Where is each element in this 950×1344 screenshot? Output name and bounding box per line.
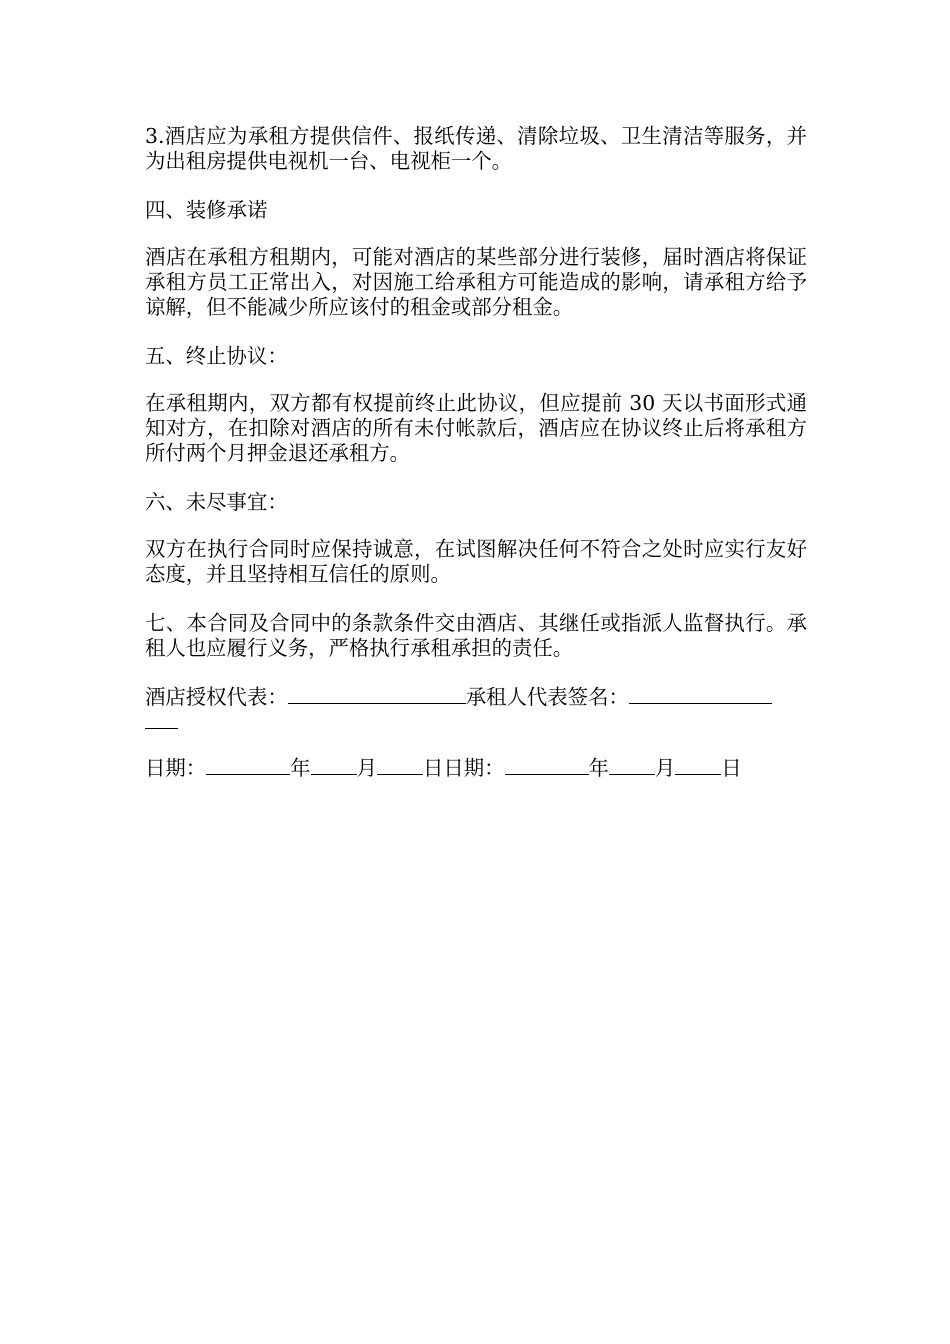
year-label-2: 年 [588, 756, 609, 780]
day-blank-2[interactable] [675, 756, 721, 775]
day-blank-1[interactable] [377, 756, 423, 775]
clause-3-services: 3.酒店应为承租方提供信件、报纸传递、清除垃圾、卫生清洁等服务，并为出租房提供电视机一台、电视柜一个。 [145, 124, 807, 173]
year-blank-1[interactable] [206, 756, 290, 775]
year-label-1: 年 [290, 756, 311, 780]
signature-representatives-cont [145, 710, 807, 735]
clause-7-supervision: 七、本合同及合同中的条款条件交由酒店、其继任或指派人监督执行。承租人也应履行义务，严格执行承租承担的责任。 [145, 611, 807, 660]
document-page [145, 124, 807, 802]
day-label-1: 日 [422, 756, 444, 780]
misc-clause: 双方在执行合同时应保持诚意，在试图解决任何不符合之处时应实行友好态度，并且坚持相互信任的原则。 [145, 537, 807, 586]
heading-termination: 五、终止协议： [145, 344, 288, 368]
date-label-1: 日期： [145, 756, 207, 780]
tenant-rep-blank[interactable] [629, 685, 772, 704]
termination-clause: 在承租期内，双方都有权提前终止此协议，但应提前 30 天以书面形式通知对方，在扣除对酒店的所有未付帐款后，酒店应在协议终止后将承租方所付两个月押金退还承租方。 [145, 391, 807, 465]
signature-dates [145, 756, 807, 781]
year-blank-2[interactable] [505, 756, 589, 775]
month-label-2: 月 [654, 756, 676, 780]
date-label-2: 日期： [443, 756, 505, 780]
signature-representatives [145, 685, 807, 710]
heading-renovation: 四、装修承诺 [145, 198, 268, 222]
renovation-clause: 酒店在承租方租期内，可能对酒店的某些部分进行装修，届时酒店将保证承租方员工正常出入，对因施工给承租方可能造成的影响，请承租方给予谅解，但不能减少所应该付的租金或部分租金。 [145, 245, 807, 319]
day-label-2: 日 [721, 756, 742, 780]
hotel-rep-label: 酒店授权代表： [145, 685, 288, 709]
month-blank-1[interactable] [311, 756, 357, 775]
tenant-rep-blank-cont[interactable] [145, 710, 178, 729]
heading-misc: 六、未尽事宜： [145, 490, 288, 514]
month-blank-2[interactable] [609, 756, 655, 775]
hotel-rep-blank[interactable] [288, 685, 466, 704]
month-label-1: 月 [356, 756, 377, 780]
tenant-rep-label: 承租人代表签名： [465, 685, 629, 709]
